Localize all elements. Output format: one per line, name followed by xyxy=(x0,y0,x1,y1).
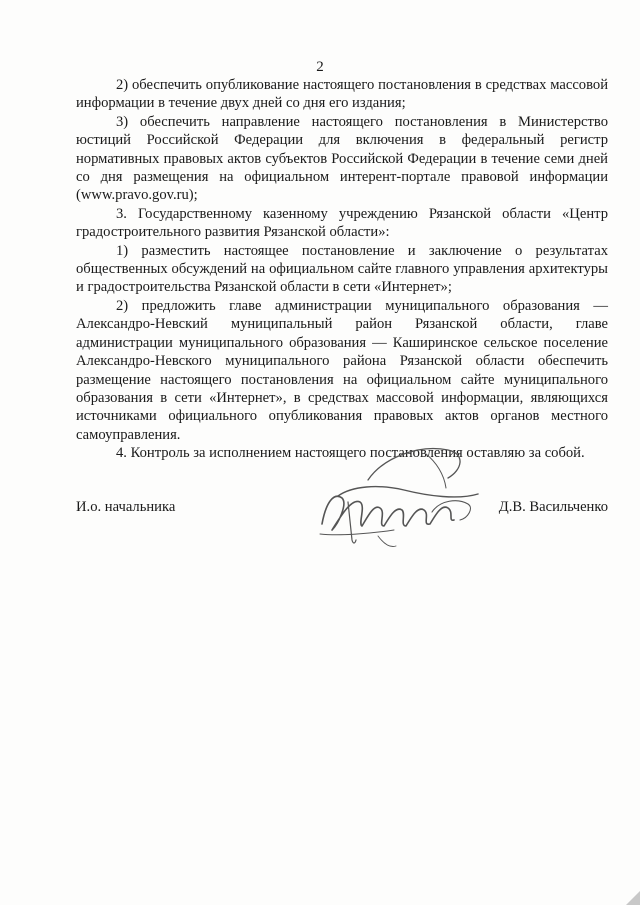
signature-block xyxy=(76,494,608,524)
paragraph-3-1-place-on-website: 1) разместить настоящее постановление и заключение о результатах общественных обсуждений на официальном сайте главного управления архитектуры и градостроительства Рязанской области в сети «Интернет»; xyxy=(76,242,608,296)
document-body xyxy=(76,76,608,463)
paragraph-4-control: 4. Контроль за исполнением настоящего постановления оставляю за собой. xyxy=(116,445,585,462)
paragraph-2-2-publication: 2) обеспечить опубликование настоящего постановления в средствах массовой информации в течение двух дней со дня его издания; xyxy=(76,77,608,112)
scan-corner-mark xyxy=(626,891,640,905)
handwritten-signature xyxy=(308,440,488,550)
page-number: 2 xyxy=(316,59,324,75)
paragraph-2-3-ministry-of-justice: 3) обеспечить направление настоящего постановления в Министерство юстиций Российской Федерации для включения в федеральный регистр нормативных правовых актов субъектов Российской Федерации в течение семи дней со дня размещения на официальном интерент-портале правовой информации (www.pravo.gov.ru); xyxy=(76,113,608,204)
signer-position: И.о. начальника xyxy=(76,499,176,515)
paragraph-3-center-of-urban-development: 3. Государственному казенному учреждению Рязанской области «Центр градостроительного развития Рязанской области»: xyxy=(76,205,608,241)
paragraph-3-2-offer-to-municipal-heads: 2) предложить главе администрации муниципального образования — Александро-Невский муниципальный район Рязанской области, главе администрации муниципального образования — Каширинское сельское поселение Александро-Невского муниципального района Рязанской области обеспечить размещение настоящего постановления на официальном сайте муниципального образования в сети «Интернет», в средствах массовой информации, являющихся источниками официального опубликования правовых актов органов местного самоуправления. xyxy=(76,297,608,443)
signer-name: Д.В. Васильченко xyxy=(498,499,608,515)
